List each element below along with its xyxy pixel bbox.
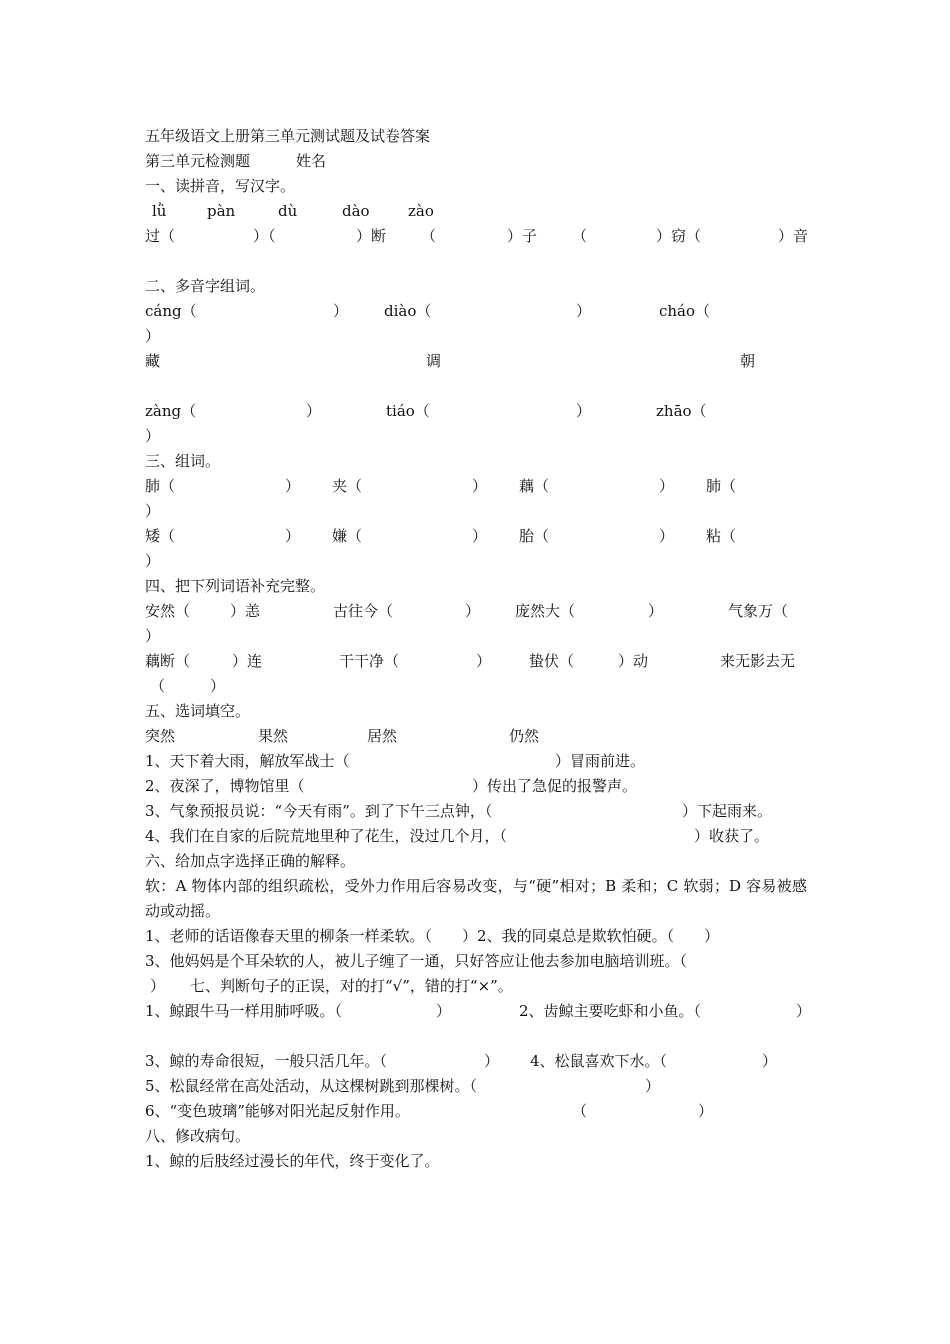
question-text: 3、气象预报员说：“今天有雨”。到了下午三点钟，（ <box>145 802 493 820</box>
section-5-heading: 五、选词填空。 <box>145 702 251 720</box>
question-text: 3、鲸的寿命很短，一般只活几年。（ <box>145 1052 388 1070</box>
pinyin: dù <box>278 202 298 220</box>
answer-segment: ）断 <box>356 227 387 245</box>
question-text: ） <box>436 1002 452 1020</box>
idiom-entry: 蛰伏（ <box>529 652 575 670</box>
word-choice: 仍然 <box>509 727 540 745</box>
section-1-heading: 一、读拼音，写汉字。 <box>145 177 296 195</box>
question-text: 1、天下着大雨，解放军战士（ <box>145 752 350 770</box>
word-entry: 粘（ <box>706 527 737 545</box>
section-3-heading: 三、组词。 <box>145 452 221 470</box>
pinyin: lǜ <box>152 202 167 220</box>
word-choice: 居然 <box>367 727 398 745</box>
polyphone-entry: ） <box>333 302 349 320</box>
section-8-heading: 八、修改病句。 <box>145 1127 251 1145</box>
polyphone-entry: ） <box>306 402 322 420</box>
word-entry: 夹（ <box>332 477 363 495</box>
idiom-entry: 气象万（ <box>728 602 789 620</box>
word-entry: 肺（ <box>145 477 176 495</box>
word-entry: 肺（ <box>706 477 737 495</box>
word-entry: 胎（ <box>519 527 550 545</box>
pinyin: pàn <box>207 202 236 220</box>
question-text: 1、鲸的后肢经过漫长的年代，终于变化了。 <box>145 1152 440 1170</box>
question-text: ）收获了。 <box>694 827 770 845</box>
question-text: （ <box>572 1102 588 1120</box>
word-entry: ） <box>472 477 488 495</box>
question-text: ）下起雨来。 <box>682 802 773 820</box>
word-choice: 果然 <box>258 727 289 745</box>
polyphone-char: 调 <box>426 352 442 370</box>
idiom-entry: ） <box>465 602 481 620</box>
idiom-entry: 干干净（ <box>339 652 400 670</box>
section-4-heading: 四、把下列词语补充完整。 <box>145 577 326 595</box>
polyphone-entry: cháo（ <box>659 302 711 320</box>
word-entry: ） <box>285 527 301 545</box>
question-text: ） <box>645 1077 661 1095</box>
pinyin: zào <box>408 202 434 220</box>
word-entry: ） <box>145 502 161 520</box>
word-entry: ） <box>472 527 488 545</box>
polyphone-char: 朝 <box>740 352 756 370</box>
idiom-entry: （ ） <box>150 677 226 695</box>
polyphone-entry: ） <box>145 427 161 445</box>
question-text: ）传出了急促的报警声。 <box>472 777 638 795</box>
question-text: 4、我们在自家的后院荒地里种了花生，没过几个月，（ <box>145 827 508 845</box>
question-text: ）冒雨前进。 <box>555 752 646 770</box>
question-text: 2、齿鲸主要吃虾和小鱼。（ <box>519 1002 702 1020</box>
idiom-entry: 安然（ <box>145 602 191 620</box>
answer-segment: ）窃（ <box>656 227 702 245</box>
word-entry: ） <box>285 477 301 495</box>
answer-segment: 过（ <box>145 227 176 245</box>
idiom-entry: ）动 <box>618 652 649 670</box>
polyphone-entry: diào（ <box>384 302 432 320</box>
idiom-entry: ） <box>145 627 161 645</box>
polyphone-entry: zhāo（ <box>656 402 707 420</box>
question-text: ） <box>762 1052 778 1070</box>
polyphone-char: 藏 <box>145 352 161 370</box>
polyphone-entry: tiáo（ <box>386 402 430 420</box>
polyphone-entry: zàng（ <box>145 402 197 420</box>
word-entry: 嫌（ <box>332 527 363 545</box>
idiom-entry: ） <box>648 602 664 620</box>
idiom-entry: 来无影去无 <box>720 652 796 670</box>
question-text: ） <box>484 1052 500 1070</box>
question-text: 1、鲸跟牛马一样用肺呼吸。（ <box>145 1002 343 1020</box>
polyphone-entry: ） <box>145 327 161 345</box>
idiom-entry: 古往今（ <box>333 602 394 620</box>
idiom-entry: ）连 <box>232 652 263 670</box>
word-entry: 藕（ <box>519 477 550 495</box>
word-entry: ） <box>659 527 675 545</box>
section-2-heading: 二、多音字组词。 <box>145 277 266 295</box>
polyphone-entry: ） <box>576 402 592 420</box>
word-entry: ） <box>659 477 675 495</box>
idiom-entry: ）恙 <box>230 602 261 620</box>
name-label: 姓名 <box>296 152 327 170</box>
section-7-heading: 七、判断句子的正误，对的打“√”，错的打“×”。 <box>190 977 513 995</box>
polyphone-entry: cáng（ <box>145 302 197 320</box>
section-6-heading: 六、给加点字选择正确的解释。 <box>145 852 356 870</box>
idiom-entry: 藕断（ <box>145 652 191 670</box>
answer-segment: ）子 <box>507 227 538 245</box>
question-text: 4、松鼠喜欢下水。（ <box>530 1052 668 1070</box>
question-text: 3、他妈妈是个耳朵软的人，被儿子缠了一通，只好答应让他去参加电脑培训班。（ <box>145 952 688 970</box>
question-text: ） <box>698 1102 714 1120</box>
question-text: 1、老师的话语像春天里的柳条一样柔软。（ ）2、我的同桌总是欺软怕硬。（ ） <box>145 927 720 945</box>
answer-segment: ）音 <box>778 227 809 245</box>
test-name: 第三单元检测题 <box>145 152 251 170</box>
question-text: 6、“变色玻璃”能够对阳光起反射作用。 <box>145 1102 410 1120</box>
question-text: 2、夜深了，博物馆里（ <box>145 777 305 795</box>
word-entry: 矮（ <box>145 527 176 545</box>
word-entry: ） <box>145 552 161 570</box>
answer-segment: （ <box>421 227 437 245</box>
word-choice: 突然 <box>145 727 176 745</box>
question-text: ） <box>150 977 166 995</box>
pinyin: dào <box>342 202 370 220</box>
question-text: 5、松鼠经常在高处活动，从这棵树跳到那棵树。（ <box>145 1077 478 1095</box>
answer-segment: ）（ <box>253 227 276 245</box>
question-text: ） <box>796 1002 812 1020</box>
idiom-entry: 庞然大（ <box>515 602 576 620</box>
polyphone-entry: ） <box>576 302 592 320</box>
document-title: 五年级语文上册第三单元测试题及试卷答案 <box>145 127 431 145</box>
idiom-entry: ） <box>476 652 492 670</box>
definition-text: 软：A 物体内部的组织疏松，受外力作用后容易改变，与“硬”相对；B 柔和；C 软弱；D 容易被感动或动摇。 <box>145 877 807 920</box>
answer-segment: （ <box>572 227 588 245</box>
